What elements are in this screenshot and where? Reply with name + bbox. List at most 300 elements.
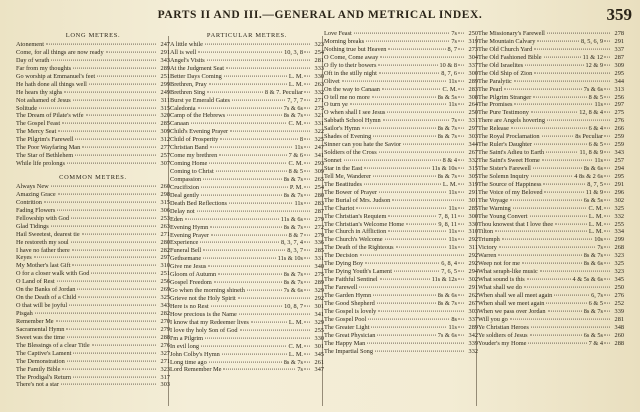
index-column-2 bbox=[170, 30, 324, 412]
page-ref: 332 bbox=[614, 212, 624, 220]
dot-leader bbox=[238, 298, 310, 299]
index-column-1 bbox=[16, 30, 170, 412]
hymn-title: The Beatitudes bbox=[324, 180, 362, 188]
hymn-title: All is well bbox=[170, 48, 197, 56]
index-entry bbox=[170, 81, 324, 89]
hymn-title: Better Days Coming bbox=[170, 72, 222, 80]
index-entry bbox=[170, 49, 324, 57]
index-entry bbox=[478, 308, 624, 316]
dot-leader bbox=[375, 350, 464, 351]
page-ref: 267 bbox=[468, 299, 478, 307]
page-ref: 344 bbox=[614, 77, 624, 85]
index-entry bbox=[324, 228, 478, 236]
page-ref: 279 bbox=[160, 325, 170, 333]
hymn-title: O tell me no more bbox=[324, 93, 370, 101]
index-entry bbox=[16, 152, 170, 160]
dot-leader bbox=[514, 80, 610, 81]
dot-leader bbox=[72, 265, 156, 266]
page-ref: 301 bbox=[468, 196, 478, 204]
dot-leader bbox=[230, 131, 310, 132]
index-entry bbox=[170, 41, 324, 49]
page-ref: 260 bbox=[160, 183, 170, 190]
hymn-title: Fellowship with God bbox=[16, 214, 70, 222]
metre: 8 & 7 bbox=[288, 231, 303, 239]
hymn-title: Will you go bbox=[478, 315, 508, 323]
dot-leader bbox=[528, 342, 586, 343]
index-entry bbox=[16, 144, 170, 152]
page-ref: 323 bbox=[614, 268, 624, 276]
hymn-title: Always New bbox=[16, 183, 49, 190]
page-ref: 295 bbox=[614, 69, 624, 77]
page-ref: 325 bbox=[614, 204, 624, 212]
hymn-title: O Land of Rest bbox=[16, 278, 55, 286]
hymn-title: How precious is the Name bbox=[170, 310, 237, 318]
dot-leader bbox=[458, 48, 464, 49]
index-column-4 bbox=[478, 30, 624, 412]
index-entry bbox=[324, 133, 478, 141]
metre: 10, 8, 7 bbox=[284, 302, 303, 310]
index-entry bbox=[16, 191, 170, 199]
dot-leader bbox=[498, 255, 581, 256]
hymn-title: Funeral Bell bbox=[170, 247, 202, 255]
hymn-title: The Impartial Song bbox=[324, 347, 373, 355]
hymn-title: The Voyage bbox=[478, 196, 509, 204]
index-entry bbox=[324, 181, 478, 189]
hymn-title: Experience bbox=[170, 239, 199, 247]
metre: 8 & 5 bbox=[588, 93, 603, 101]
dot-leader bbox=[82, 147, 156, 148]
page-ref: 299 bbox=[614, 236, 624, 244]
hymn-title: The Pearl bbox=[478, 85, 503, 93]
dot-leader bbox=[514, 104, 592, 105]
metre: 12 & 9 bbox=[585, 61, 603, 69]
metre: 11s & 12s bbox=[431, 276, 457, 284]
index-entry bbox=[478, 94, 624, 102]
page-ref: 247 bbox=[314, 144, 324, 152]
dot-leader bbox=[524, 287, 610, 288]
metre: 8s & 7s bbox=[283, 358, 303, 366]
page-ref: 250 bbox=[614, 284, 624, 291]
hymn-title: When shall we meet again bbox=[478, 299, 545, 307]
dot-leader bbox=[504, 88, 581, 89]
page-ref: 297 bbox=[160, 254, 170, 262]
page-ref: 315 bbox=[160, 104, 170, 112]
metre: 7s bbox=[451, 37, 457, 45]
dot-leader bbox=[604, 104, 610, 105]
dot-leader bbox=[604, 96, 610, 97]
index-entry bbox=[170, 144, 324, 152]
dot-leader bbox=[604, 334, 610, 335]
index-entry bbox=[16, 183, 170, 191]
index-entry bbox=[324, 221, 478, 229]
hymn-title: I love thy holy Son of God bbox=[170, 326, 238, 334]
page-ref: 322 bbox=[314, 128, 324, 136]
page-ref: 292 bbox=[468, 236, 478, 244]
dot-leader bbox=[35, 313, 156, 314]
dot-leader bbox=[383, 120, 450, 121]
index-entry bbox=[16, 358, 170, 366]
hymn-title: The Garden Hymn bbox=[324, 291, 372, 299]
metre: 11s bbox=[448, 101, 457, 109]
index-entry bbox=[16, 231, 170, 239]
dot-leader bbox=[513, 207, 587, 208]
dot-leader bbox=[207, 59, 310, 60]
dot-leader bbox=[604, 199, 610, 200]
page-ref: 291 bbox=[468, 284, 478, 291]
index-entry bbox=[324, 340, 478, 348]
hymn-title: What sound is this bbox=[478, 276, 525, 284]
index-entry bbox=[324, 292, 478, 300]
dot-leader bbox=[547, 120, 610, 121]
index-entry bbox=[478, 332, 624, 340]
metre: 6, 7s bbox=[591, 291, 603, 299]
page-ref: 276 bbox=[614, 117, 624, 125]
hymn-title: The Source of Happiness bbox=[478, 180, 542, 188]
metre: 4 8s & 2 6s bbox=[574, 172, 603, 180]
dot-leader bbox=[365, 263, 439, 264]
page-ref: 327 bbox=[160, 349, 170, 357]
index-entry bbox=[16, 247, 170, 255]
index-entry bbox=[170, 112, 324, 120]
index-entry bbox=[478, 316, 624, 324]
index-entry bbox=[324, 101, 478, 109]
hymn-title: Contrition bbox=[16, 198, 42, 206]
page-ref: 275 bbox=[314, 104, 324, 112]
dot-leader bbox=[77, 289, 156, 290]
page-ref: 250 bbox=[468, 109, 478, 117]
dot-leader bbox=[304, 282, 310, 283]
dot-leader bbox=[304, 226, 310, 227]
hymn-title: Amazing Grace bbox=[16, 190, 56, 198]
dot-leader bbox=[382, 88, 441, 89]
hymn-title: I have no father there bbox=[16, 246, 70, 254]
index-entry bbox=[324, 205, 478, 213]
index-entry bbox=[170, 128, 324, 136]
page-ref: 339 bbox=[614, 307, 624, 315]
page-ref: 287 bbox=[614, 53, 624, 61]
hymn-title: The Mercy Seat bbox=[16, 128, 57, 136]
index-entry bbox=[16, 254, 170, 262]
index-entry bbox=[478, 268, 624, 276]
hymn-title: Fading Flowers bbox=[16, 206, 56, 214]
hymn-title: Weep not for me bbox=[478, 260, 520, 268]
hymn-title: Pisgah bbox=[16, 310, 33, 317]
page-ref: 320 bbox=[160, 112, 170, 120]
index-entry bbox=[170, 224, 324, 232]
metre: 11 & 9 bbox=[585, 188, 603, 196]
index-entry bbox=[478, 244, 624, 252]
metre: 11s bbox=[294, 199, 303, 207]
metre: 11s bbox=[448, 244, 457, 252]
hymn-title: O fly to their bowers bbox=[324, 61, 377, 69]
dot-leader bbox=[240, 329, 310, 330]
index-entry bbox=[478, 324, 624, 332]
page-ref: 344 bbox=[468, 141, 478, 149]
index-entry bbox=[478, 252, 624, 260]
hymn-title: Evening Hymn bbox=[170, 223, 209, 231]
metre: L. M. bbox=[288, 72, 303, 80]
dot-leader bbox=[203, 258, 276, 259]
page-ref: 247 bbox=[160, 41, 170, 48]
hymn-title: The Good Shepherd bbox=[324, 299, 375, 307]
metre: L. M. bbox=[288, 350, 303, 358]
dot-leader bbox=[211, 234, 287, 235]
page-ref: 291 bbox=[614, 37, 624, 45]
metre: 8, 7 bbox=[447, 45, 457, 53]
page-ref: 276 bbox=[614, 291, 624, 299]
index-entry bbox=[324, 165, 478, 173]
dot-leader bbox=[604, 279, 610, 280]
dot-leader bbox=[533, 168, 582, 169]
page-ref: 347 bbox=[314, 366, 324, 374]
page-ref: 310 bbox=[468, 228, 478, 236]
dot-leader bbox=[458, 326, 464, 327]
dot-leader bbox=[458, 215, 464, 216]
dot-leader bbox=[547, 33, 610, 34]
hymn-title: The Burial of Mrs. Judson bbox=[324, 196, 391, 204]
metre: 11, 8 & 9 bbox=[579, 149, 603, 157]
index-entry bbox=[170, 271, 324, 279]
metre: 8s & 6s bbox=[437, 291, 457, 299]
metre: 8 bbox=[299, 136, 303, 144]
dot-leader bbox=[216, 171, 287, 172]
index-entry bbox=[324, 252, 478, 260]
hymn-title: Remember Me bbox=[16, 317, 54, 325]
hymn-title: The Gospel is lovely bbox=[324, 307, 377, 315]
hymn-title: Here is no Rest bbox=[170, 302, 209, 310]
hymn-title: My Mother's last Gift bbox=[16, 262, 71, 270]
hymn-title: Gethsemane bbox=[170, 255, 202, 263]
index-entry bbox=[16, 366, 170, 374]
dot-leader bbox=[458, 120, 464, 121]
hymn-title: The Dream of Pilate's wife bbox=[16, 112, 84, 120]
section-gap bbox=[16, 168, 170, 172]
dot-leader bbox=[226, 67, 310, 68]
hymn-title: When shall we all meet again bbox=[478, 291, 553, 299]
metre: 12, 8 & 4 bbox=[579, 109, 603, 117]
dot-leader bbox=[543, 183, 585, 184]
metre: 6 & 4 bbox=[588, 125, 603, 133]
dot-leader bbox=[510, 199, 582, 200]
dot-leader bbox=[51, 225, 156, 226]
page-ref: 252 bbox=[614, 299, 624, 307]
page-ref: 289 bbox=[468, 77, 478, 85]
hymn-title: The Church's Welcome bbox=[324, 236, 383, 244]
dot-leader bbox=[502, 239, 592, 240]
hymn-title: Lord Remember Me bbox=[170, 366, 222, 374]
index-entry bbox=[324, 300, 478, 308]
page-ref: 303 bbox=[160, 381, 170, 389]
hymn-title: Come my brethren bbox=[170, 152, 218, 160]
dot-leader bbox=[546, 302, 586, 303]
index-entry bbox=[324, 197, 478, 205]
index-entry bbox=[170, 327, 324, 335]
metre: 11s bbox=[448, 188, 457, 196]
hymn-title: Go worship at Emmanuel's feet bbox=[16, 72, 96, 80]
index-entry bbox=[324, 284, 478, 292]
hymn-title: In evil long bbox=[170, 342, 200, 350]
page-ref: 280 bbox=[160, 238, 170, 246]
dot-leader bbox=[534, 72, 610, 73]
index-entry bbox=[478, 340, 624, 348]
hymn-title: Brethren, Pray bbox=[170, 80, 207, 88]
dot-leader bbox=[380, 279, 430, 280]
index-entry bbox=[170, 335, 324, 343]
metre: 11s bbox=[448, 323, 457, 331]
page-ref: 309 bbox=[614, 61, 624, 69]
page-ref: 259 bbox=[614, 141, 624, 149]
dot-leader bbox=[58, 194, 156, 195]
dot-leader bbox=[604, 144, 610, 145]
page-ref: 288 bbox=[614, 339, 624, 347]
dot-leader bbox=[91, 273, 156, 274]
index-entry bbox=[16, 89, 170, 97]
index-entry bbox=[324, 173, 478, 181]
page-ref: 297 bbox=[614, 101, 624, 109]
dot-leader bbox=[304, 155, 310, 156]
dot-leader bbox=[304, 91, 310, 92]
dot-leader bbox=[218, 274, 282, 275]
dot-leader bbox=[232, 99, 285, 100]
page-ref: 323 bbox=[160, 365, 170, 373]
hymn-title: Compassion bbox=[170, 175, 202, 183]
dot-leader bbox=[92, 344, 156, 345]
dot-leader bbox=[304, 107, 310, 108]
hymn-title: A little while bbox=[170, 41, 203, 48]
hymn-title: Oft in the stilly night bbox=[324, 69, 377, 77]
dot-leader bbox=[604, 136, 610, 137]
hymn-title: Eden bbox=[170, 215, 183, 223]
page-ref: 330 bbox=[468, 220, 478, 228]
dot-leader bbox=[356, 207, 446, 208]
index-entry bbox=[16, 65, 170, 73]
page-ref: 333 bbox=[314, 64, 324, 72]
dot-leader bbox=[522, 263, 582, 264]
dot-leader bbox=[604, 342, 610, 343]
hymn-title: The Pilgrim Stranger bbox=[478, 93, 532, 101]
dot-leader bbox=[604, 183, 610, 184]
dot-leader bbox=[344, 160, 441, 161]
page-ref: 297 bbox=[468, 125, 478, 133]
page-ref: 271 bbox=[160, 230, 170, 238]
dot-leader bbox=[227, 115, 282, 116]
hymn-title: The Demonstration bbox=[16, 357, 65, 365]
index-entry bbox=[478, 101, 624, 109]
page-ref: 282 bbox=[160, 310, 170, 317]
index-entry bbox=[16, 105, 170, 113]
index-entry bbox=[324, 260, 478, 268]
dot-leader bbox=[511, 128, 587, 129]
section-heading: COMMON METRES. bbox=[59, 174, 127, 181]
dot-leader bbox=[51, 59, 156, 60]
index-entry bbox=[478, 181, 624, 189]
page-ref: 307 bbox=[160, 160, 170, 168]
hymn-title: Child's Evening Prayer bbox=[170, 128, 229, 136]
index-entry bbox=[324, 316, 478, 324]
dot-leader bbox=[209, 163, 286, 164]
page-ref: 251 bbox=[160, 72, 170, 80]
page-ref: 280 bbox=[314, 191, 324, 199]
index-entry bbox=[170, 255, 324, 263]
index-entry bbox=[16, 120, 170, 128]
dot-leader bbox=[458, 263, 464, 264]
dot-leader bbox=[251, 321, 287, 322]
index-entry bbox=[324, 30, 478, 38]
hymn-title: There's not a star bbox=[16, 381, 59, 389]
hymn-title: He hears thy sighs bbox=[16, 88, 63, 96]
dot-leader bbox=[458, 223, 464, 224]
dot-leader bbox=[73, 352, 156, 353]
dot-leader bbox=[396, 247, 447, 248]
dot-leader bbox=[106, 52, 156, 53]
page-number: 359 bbox=[606, 5, 632, 24]
index-entry bbox=[478, 221, 624, 229]
page-ref: 266 bbox=[614, 125, 624, 133]
metre: C. M. bbox=[288, 120, 303, 128]
index-entry bbox=[16, 294, 170, 302]
dot-leader bbox=[304, 274, 310, 275]
dot-leader bbox=[458, 64, 464, 65]
metre: C. M. bbox=[588, 204, 603, 212]
page-ref: 277 bbox=[160, 144, 170, 152]
page-ref: 304 bbox=[468, 53, 478, 61]
hymn-title: Deal gently bbox=[170, 191, 200, 199]
dot-leader bbox=[203, 179, 282, 180]
dot-leader bbox=[371, 326, 446, 327]
index-entry bbox=[16, 207, 170, 215]
hymn-title: The Old Fashioned Bible bbox=[478, 53, 542, 61]
index-entry bbox=[478, 292, 624, 300]
hymn-title: He restoreth my soul bbox=[16, 238, 69, 246]
dot-leader bbox=[350, 104, 447, 105]
metre: 8s Peculiar bbox=[575, 133, 603, 141]
page-ref: 337 bbox=[468, 315, 478, 323]
metre: 11s bbox=[594, 101, 603, 109]
dot-leader bbox=[604, 168, 610, 169]
index-entry bbox=[478, 157, 624, 165]
dot-leader bbox=[51, 186, 156, 187]
hymn-title: The Captive's Lament bbox=[16, 349, 72, 357]
page-ref: 301 bbox=[314, 302, 324, 310]
page-ref: 311 bbox=[468, 244, 478, 252]
page-ref: 331 bbox=[314, 255, 324, 263]
page-ref: 341 bbox=[314, 310, 324, 318]
page-ref: 339 bbox=[468, 339, 478, 347]
page-ref: 303 bbox=[468, 307, 478, 315]
page-ref: 345 bbox=[314, 350, 324, 358]
dot-leader bbox=[64, 91, 156, 92]
page-ref: 294 bbox=[614, 164, 624, 172]
index-entry bbox=[16, 128, 170, 136]
dot-leader bbox=[379, 152, 464, 153]
metre: 4 & 5s & 6s bbox=[572, 276, 603, 284]
page-ref: 300 bbox=[468, 212, 478, 220]
dot-leader bbox=[304, 369, 310, 370]
hymn-title: Coming to Christ bbox=[170, 168, 214, 175]
dot-leader bbox=[458, 231, 464, 232]
dot-leader bbox=[247, 290, 282, 291]
dot-leader bbox=[62, 368, 156, 369]
hymn-title: Go when the morning shineth bbox=[170, 287, 245, 295]
dot-leader bbox=[604, 88, 610, 89]
dot-leader bbox=[458, 72, 464, 73]
metre: 8s & 7s bbox=[283, 223, 303, 231]
metre: 7s & 6s bbox=[583, 85, 603, 93]
index-entry bbox=[170, 168, 324, 176]
index-entry bbox=[324, 141, 478, 149]
dot-leader bbox=[534, 48, 610, 49]
dot-leader bbox=[191, 123, 287, 124]
